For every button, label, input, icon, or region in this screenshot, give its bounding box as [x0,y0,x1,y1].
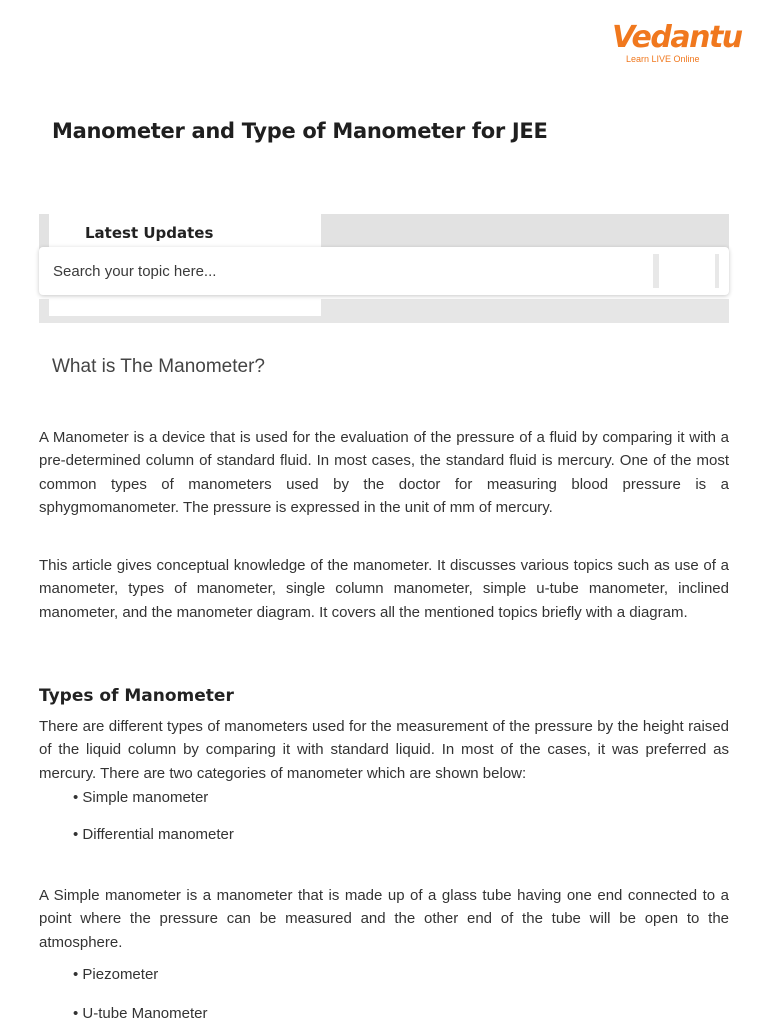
updates-footer-tab [49,299,321,316]
logo-wordmark: Vedantu [612,20,742,55]
search-input[interactable] [53,247,633,295]
intro-paragraph-2: This article gives conceptual knowledge of the manometer. It discusses various topics such as use of a manometer, types of manometer, single column manometer, simple u-tube manometer, inclined manometer, and the manometer diagram. It covers all the mentioned topics briefly with a diagram. [39,557,729,621]
tab-latest-updates[interactable]: Latest Updates [49,214,321,252]
page-title: Manometer and Type of Manometer for JEE [52,119,548,143]
section-subtitle: What is The Manometer? [52,356,265,377]
intro-paragraph-1: A Manometer is a device that is used for the evaluation of the pressure of a fluid by comparing it with a pre-determined column of standard fluid. In most cases, the standard fluid is mercury. One of the most common types of manometers used by the doctor for measuring blood pressure is a sphygmomanometer. The pressure is expressed in the unit of mm of mercury. [39,429,729,516]
vedantu-logo[interactable] [612,20,742,72]
latest-updates-widget [39,204,729,328]
logo-tagline: Learn LIVE Online [626,54,700,64]
list-item-piezometer: • Piezometer [73,966,159,983]
search-button[interactable] [653,254,719,288]
simple-manometer-paragraph: A Simple manometer is a manometer that is made up of a glass tube having one end connected to a point where the pressure can be measured and the other end of the tube will be open to the atmosphere. [39,887,729,951]
types-paragraph: There are different types of manometers used for the measurement of the pressure by the height raised of the liquid column by comparing it with standard liquid. In most of the cases, it was preferred as mercury. There are two categories of manometer which are shown below: [39,718,729,782]
search-box [39,247,729,295]
list-item-simple-manometer: • Simple manometer [73,789,209,806]
types-heading: Types of Manometer [39,686,234,706]
list-item-differential-manometer: • Differential manometer [73,826,234,843]
list-item-u-tube-manometer: • U-tube Manometer [73,1005,208,1022]
